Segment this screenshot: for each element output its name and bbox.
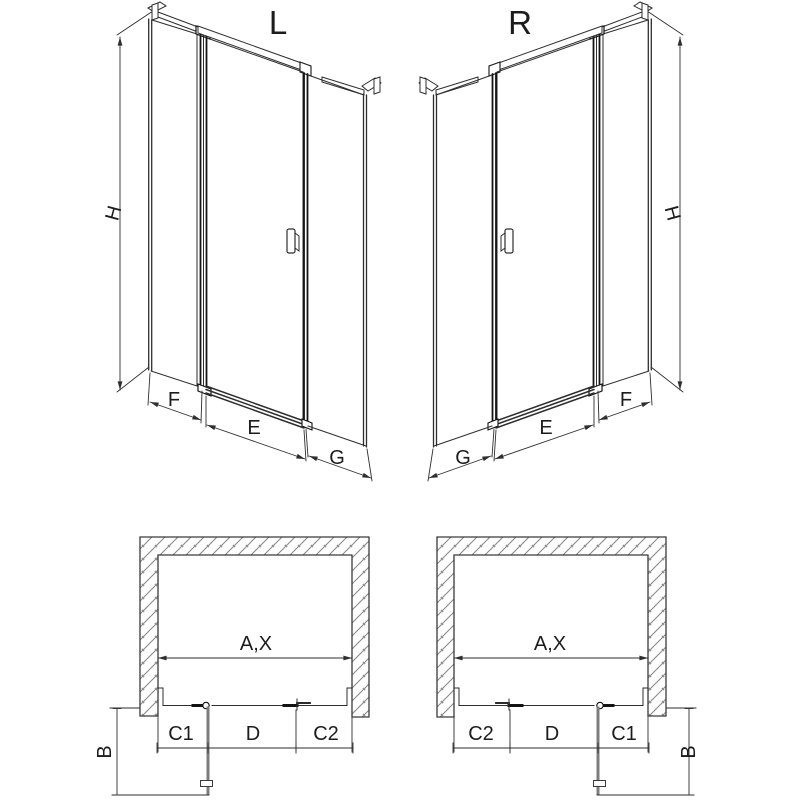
left-view-title: L	[268, 4, 288, 41]
plan-right-offset-b-label: B	[678, 745, 700, 759]
left-view-door-e-label: E	[247, 417, 261, 439]
right-view-door-e-label: E	[539, 417, 553, 439]
plan-right-c2-label: C2	[468, 723, 494, 745]
plan-left-c2-label: C2	[313, 723, 339, 745]
plan-left-width-label: A,X	[239, 633, 273, 655]
plan-view-left-variant	[110, 537, 369, 795]
plan-right-width-label: A,X	[533, 633, 567, 655]
right-view-panel-f-label: F	[619, 389, 633, 411]
plan-right-door-d-label: D	[544, 723, 560, 745]
left-view-height-label: H	[101, 203, 127, 224]
plan-right-c1-label: C1	[611, 723, 637, 745]
perspective-view-right-variant	[419, 2, 683, 481]
left-view-panel-g-label: G	[329, 447, 345, 469]
plan-view-right-variant	[437, 537, 696, 795]
right-view-title: R	[508, 4, 532, 41]
right-view-height-label: H	[659, 203, 685, 224]
plan-left-c1-label: C1	[168, 723, 194, 745]
wall-hatched-left-plan	[140, 537, 369, 717]
left-view-panel-f-label: F	[167, 389, 181, 411]
right-view-panel-g-label: G	[455, 447, 471, 469]
plan-left-door-d-label: D	[245, 723, 261, 745]
perspective-view-left-variant	[117, 2, 381, 481]
wall-hatched-right-plan	[437, 537, 666, 717]
plan-left-offset-b-label: B	[94, 745, 116, 759]
